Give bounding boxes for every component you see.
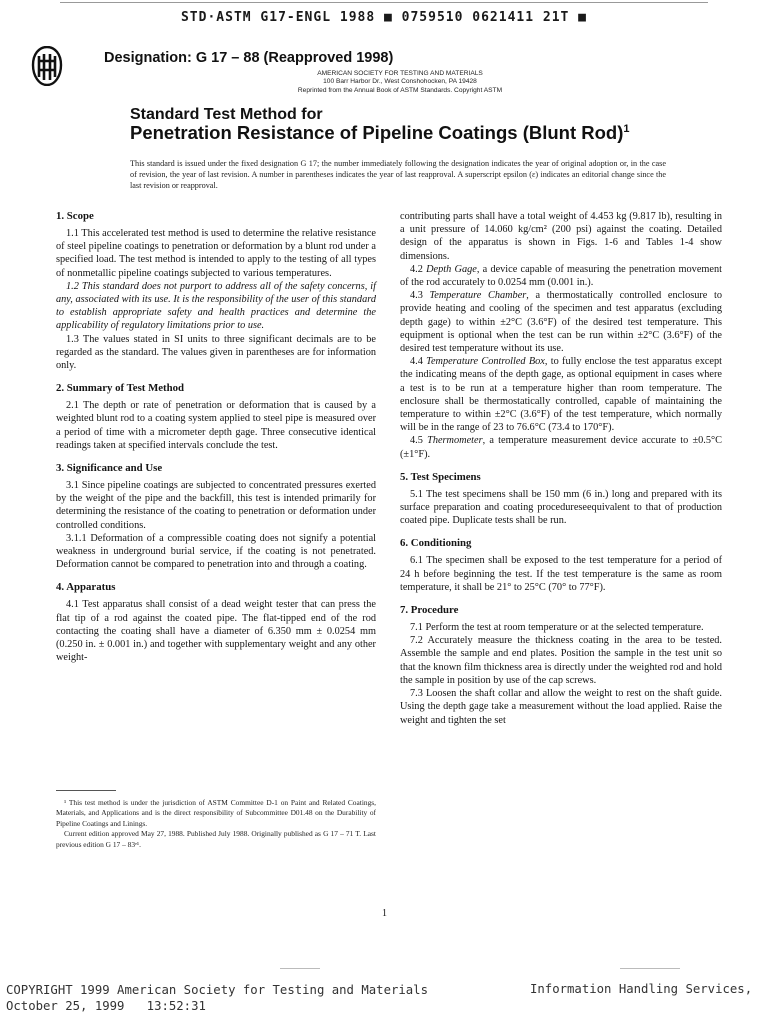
paragraph-continued: contributing parts shall have a total weight of 4.453 kg (9.817 lb), resulting in a unit pressure of 14.060 kg/cm² (200 psi) against the coating. Detailed design of the apparatus is shown in Figs. 1-6 and Tables 1-4 show dimensions. (400, 211, 722, 262)
paragraph-number: 4.3 (410, 290, 423, 302)
paragraph-depth-gage (400, 263, 722, 289)
section-summary (56, 382, 376, 452)
section-heading: 4. Apparatus (56, 581, 116, 594)
section-heading: 6. Conditioning (400, 537, 472, 550)
section-heading: 7. Procedure (400, 604, 459, 617)
ihs-footer: Information Handling Services, (530, 982, 753, 996)
paragraph-temperature-box (400, 355, 722, 434)
paragraph: 1.1 This accelerated test method is used to determine the relative resistance of steel pipeline coatings to penetration or deformation by a blunt rod under a specified load. The test method is intended to apply to the testing of all types of nonmetallic pipeline coatings subjected to various temperatures. (56, 228, 376, 279)
section-test-specimens (400, 471, 722, 528)
paragraph-text: , a thermostatically controlled enclosure to provide heating and cooling of the specimen and test apparatus (excluding depth gage) to within ±2°C (3.6°F) of the desired test temperature. This equipment is optional when the test can be run within ±2°C (3.6°F) of the desired test temperature without its use. (400, 290, 722, 355)
section-apparatus (56, 581, 376, 664)
standard-notice: This standard is issued under the fixed designation G 17; the number immediately following the designation indicates the year of original adoption or, in the case of revision, the year of last revision. A number in parentheses indicates the year of last reapproval. A superscript epsilon (ε) indicates an editorial change since the last revision or reapproval. (130, 159, 666, 191)
paragraph: 7.2 Accurately measure the thickness coating in the area to be tested. Assemble the sample and end plates. Position the sample in the test unit so that the known film thickness area is directly under the weighted rod and hold the sample in position by use of the cap screws. (400, 635, 722, 686)
top-scan-line (60, 2, 708, 3)
paragraph: 4.1 Test apparatus shall consist of a dead weight tester that can press the flat tip of a rod against the coated pipe. The flat-tipped end of the rod contacting the coating shall have a diameter of 6.350 mm ± 0.0254 mm (0.250 in. ± 0.001 in.) and together with supplementary weight and any other weight- (56, 599, 376, 664)
paragraph: 2.1 The depth or rate of penetration or deformation that is caused by a weighted blunt rod to a coating system applied to steel pipe is measured over a period of time with a micrometer depth gage. Three consecutive identical readings taken at specified intervals conclude the test. (56, 400, 376, 451)
publisher-block (250, 70, 550, 95)
scan-artifact (620, 968, 680, 969)
paragraph: 7.3 Loosen the shaft collar and allow the weight to rest on the shaft guide. Using the depth gage take a measurement without the load applied. Raise the weight and tighten the set (400, 688, 722, 726)
defined-term: Thermometer (427, 435, 483, 447)
paragraph: 5.1 The test specimens shall be 150 mm (6 in.) long and prepared with its surface preparation and coating procedureseequivalent to that of production coated pipe. Duplicate tests shall be run. (400, 488, 722, 527)
publisher-line: Reprinted from the Annual Book of ASTM Standards. Copyright ASTM (297, 86, 503, 94)
left-column (56, 210, 376, 664)
section-conditioning (400, 537, 722, 594)
section-procedure (400, 604, 722, 727)
paragraph-thermometer (400, 434, 722, 460)
publisher-line: AMERICAN SOCIETY FOR TESTING AND MATERIALS (317, 70, 483, 77)
footnote-rule (56, 790, 116, 791)
paragraph: 3.1 Since pipeline coatings are subjected to concentrated pressures exerted by the weight of the pipe and the backfill, this test is intended primarily for determining the resistance of the coating to penetration or deformation under controlled conditions. (56, 480, 376, 531)
paragraph-safety: 1.2 This standard does not purport to address all of the safety concerns, if any, associated with its use. It is the responsibility of the user of this standard to establish appropriate safety and health practices and determine the applicability of regulatory limitations prior to use. (56, 280, 376, 332)
paragraph-text: , to fully enclose the test apparatus except the indicating means of the depth gage, as optional equipment in cases where a test is to be run at a temperature higher than room temperature. The enclosure shall be thermostatically controlled, capable of maintaining the temperature to within ±2°C (3.6°F) of the test temperature, which normally will be in the range of 23 to 76.6°C (73.4 to 170°F). (400, 356, 722, 434)
right-column (400, 210, 722, 727)
document-code: STD·ASTM G17-ENGL 1988 ■ 0759510 0621411 21T ■ (180, 10, 588, 25)
paragraph: 1.3 The values stated in SI units to three significant decimals are to be regarded as the standard. The values given in parentheses are for information only. (56, 333, 376, 372)
page-number: 1 (382, 908, 387, 919)
astm-logo (30, 46, 64, 86)
section-heading: 3. Significance and Use (56, 462, 163, 475)
defined-term: Temperature Controlled Box (426, 356, 545, 368)
copyright-footer (6, 982, 428, 1014)
paragraph-number: 4.5 (410, 435, 423, 447)
paragraph-text: , a device capable of measuring the penetration movement of the rod accurately to 0.0254 mm (0.001 in.). (400, 263, 722, 289)
section-heading: 5. Test Specimens (400, 470, 481, 483)
paragraph-number: 4.4 (410, 356, 423, 368)
title-line-2 (130, 122, 630, 144)
footnote: Current edition approved May 27, 1988. Published July 1988. Originally published as G 17 – 71 T. Last previous edition G 17 – 83ᵉ¹. (56, 829, 376, 849)
defined-term: Depth Gage (426, 263, 477, 275)
paragraph: 3.1.1 Deformation of a compressible coating does not signify a potential weakness in underground burial service, if the coating is not penetrated. Deformation cannot be compared to penetration into and through a coating. (56, 532, 376, 571)
footnote: ¹ This test method is under the jurisdiction of ASTM Committee D-1 on Paint and Related Coatings, Materials, and Applications and is the direct responsibility of Subcommittee D01.48 on the Durability of Pipeline Coatings and Linings. (56, 798, 376, 828)
paragraph: 7.1 Perform the test at room temperature or at the selected temperature. (410, 622, 704, 634)
section-heading: 2. Summary of Test Method (56, 382, 185, 395)
section-scope (56, 210, 376, 372)
title-footnote-mark: 1 (623, 122, 630, 135)
paragraph: 6.1 The specimen shall be exposed to the test temperature for a period of 24 h before beginning the test. If the test temperature is the same as room temperature, it shall be 21° to 25°C (70° to 77°F). (400, 555, 722, 593)
footnotes (56, 798, 376, 850)
designation: Designation: G 17 – 88 (Reapproved 1998) (104, 50, 394, 66)
title-line-1: Standard Test Method for (130, 106, 323, 123)
paragraph-text: , a temperature measurement device accurate to ±0.5°C (±1°F). (400, 435, 722, 460)
title-text: Penetration Resistance of Pipeline Coatings (Blunt Rod) (130, 122, 624, 143)
defined-term: Temperature Chamber (429, 290, 527, 302)
copyright-line: COPYRIGHT 1999 American Society for Testing and Materials (6, 983, 428, 997)
publisher-line: 100 Barr Harbor Dr., West Conshohocken, PA 19428 (323, 78, 477, 86)
paragraph-number: 4.2 (410, 263, 423, 275)
section-significance (56, 462, 376, 571)
section-heading: 1. Scope (56, 210, 94, 222)
scan-artifact (280, 968, 320, 969)
paragraph-temperature-chamber (400, 289, 722, 355)
timestamp-line: October 25, 1999 13:52:31 (6, 999, 206, 1013)
